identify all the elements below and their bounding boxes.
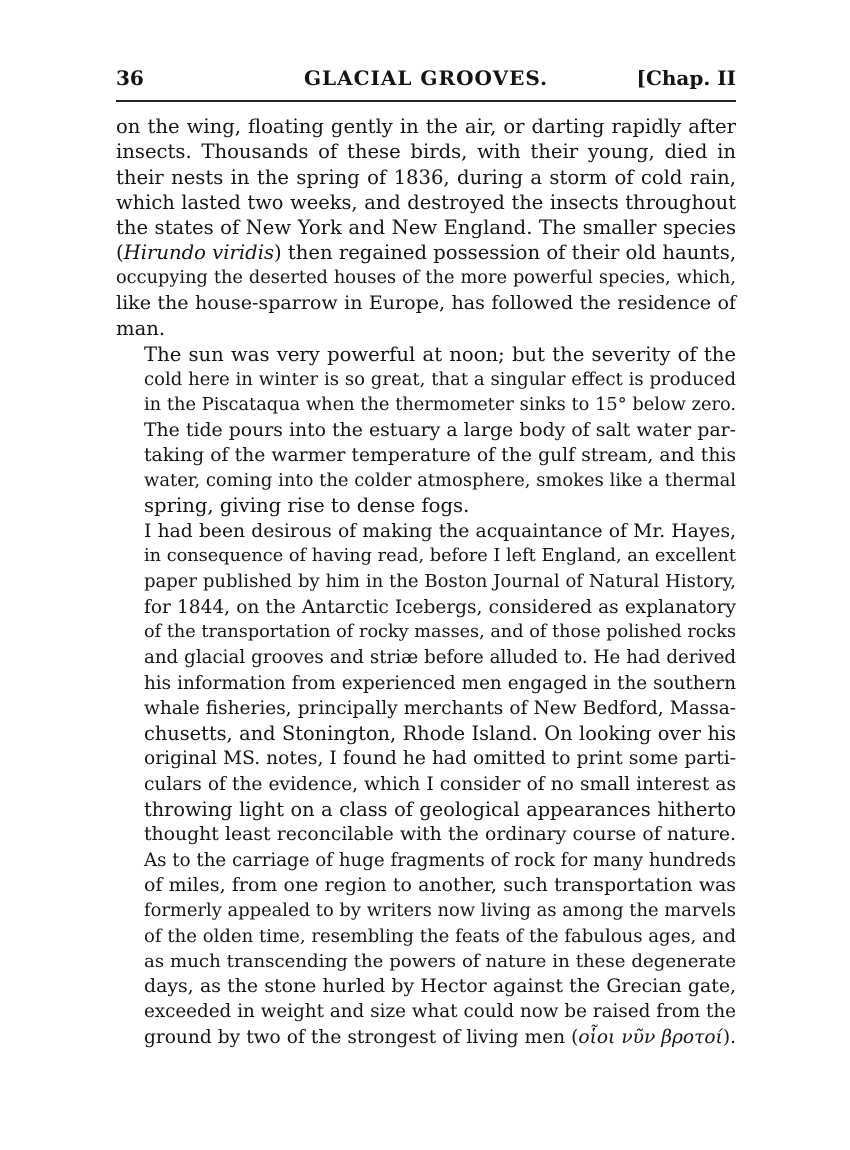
text-line: water, coming into the colder atmosphere, smokes like a thermal — [144, 470, 736, 492]
chapter-reference: [Chap. II — [636, 66, 736, 90]
book-page — [116, 66, 737, 1048]
text-line: for 1844, on the Antarctic Icebergs, considered as explanatory — [144, 596, 736, 618]
text-line: exceeded in weight and size what could now be raised from the — [144, 1001, 736, 1023]
text-line: and glacial grooves and striæ before alluded to. He had derived — [144, 647, 736, 669]
species-name: Hirundo viridis — [123, 241, 275, 265]
greek-quotation: οἷοι νῦν βροτοί — [578, 1026, 723, 1048]
text-line: which lasted two weeks, and destroyed the insects throughout — [116, 190, 736, 214]
text-line: insects. Thousands of these birds, with their young, died in — [116, 140, 736, 164]
text-line: in consequence of having read, before I left England, an excellent — [144, 546, 736, 567]
running-title: GLACIAL GROOVES. — [303, 66, 549, 90]
paragraph-1 — [116, 114, 736, 342]
text-line: days, as the stone hurled by Hector against the Grecian gate, — [144, 975, 736, 998]
text-line: thought least reconcilable with the ordinary course of nature. — [144, 824, 736, 846]
text-line: his information from experienced men engaged in the southern — [144, 672, 736, 694]
paragraph-2 — [116, 342, 736, 519]
text-line: paper published by him in the Boston Journal of Natural History, — [144, 571, 736, 593]
body-text — [116, 114, 736, 1050]
text-line: cold here in winter is so great, that a singular effect is produced — [144, 368, 736, 390]
text-line: The tide pours into the estuary a large body of salt water par- — [144, 419, 736, 441]
header-rule — [116, 100, 736, 102]
text-line: As to the carriage of huge fragments of rock for many hundreds — [144, 849, 736, 871]
text-line: taking of the warmer temperature of the gulf stream, and this — [144, 444, 736, 466]
text-line: man. — [116, 317, 166, 341]
text-line: in the Piscataqua when the thermometer sinks to 15° below zero. — [144, 394, 736, 416]
text-line: the states of New York and New England. The smaller species — [116, 216, 736, 240]
text-line: on the wing, floating gently in the air, or darting rapidly after — [116, 115, 736, 138]
text-line: their nests in the spring of 1836, during a storm of cold rain, — [116, 165, 736, 189]
text-line: like the house-sparrow in Europe, has followed the residence of — [116, 292, 736, 315]
text-line: formerly appealed to by writers now living as among the marvels — [144, 900, 736, 922]
text-line: (Hirundo viridis) then regained possession of their old haunts, — [116, 241, 737, 265]
page-number: 36 — [116, 66, 144, 90]
text-line: as much transcending the powers of nature in these degenerate — [144, 950, 736, 972]
text-line: occupying the deserted houses of the more powerful species, which, — [116, 267, 736, 288]
text-line: I had been desirous of making the acquaintance of Mr. Hayes, — [144, 520, 736, 542]
text-line: original MS. notes, I found he had omitted to print some parti- — [144, 748, 736, 770]
page-header — [116, 66, 736, 96]
text-line: chusetts, and Stonington, Rhode Island. On looking over his — [144, 722, 736, 746]
text-line: whale fisheries, principally merchants of New Bedford, Massa- — [144, 697, 736, 719]
paragraph-3 — [116, 519, 736, 1050]
text-line: ground by two of the strongest of living men (οἷοι νῦν βροτοί). — [144, 1026, 736, 1048]
text-line: throwing light on a class of geological appearances hitherto — [144, 798, 736, 822]
text-line: of miles, from one region to another, such transportation was — [144, 873, 736, 896]
text-line: of the olden time, resembling the feats of the fabulous ages, and — [144, 925, 736, 947]
text-line: culars of the evidence, which I consider of no small interest as — [144, 773, 736, 795]
text-line: The sun was very powerful at noon; but the severity of the — [144, 342, 736, 366]
text-line: spring, giving rise to dense fogs. — [144, 494, 470, 518]
text-line: of the transportation of rocky masses, and of those polished rocks — [144, 621, 736, 642]
